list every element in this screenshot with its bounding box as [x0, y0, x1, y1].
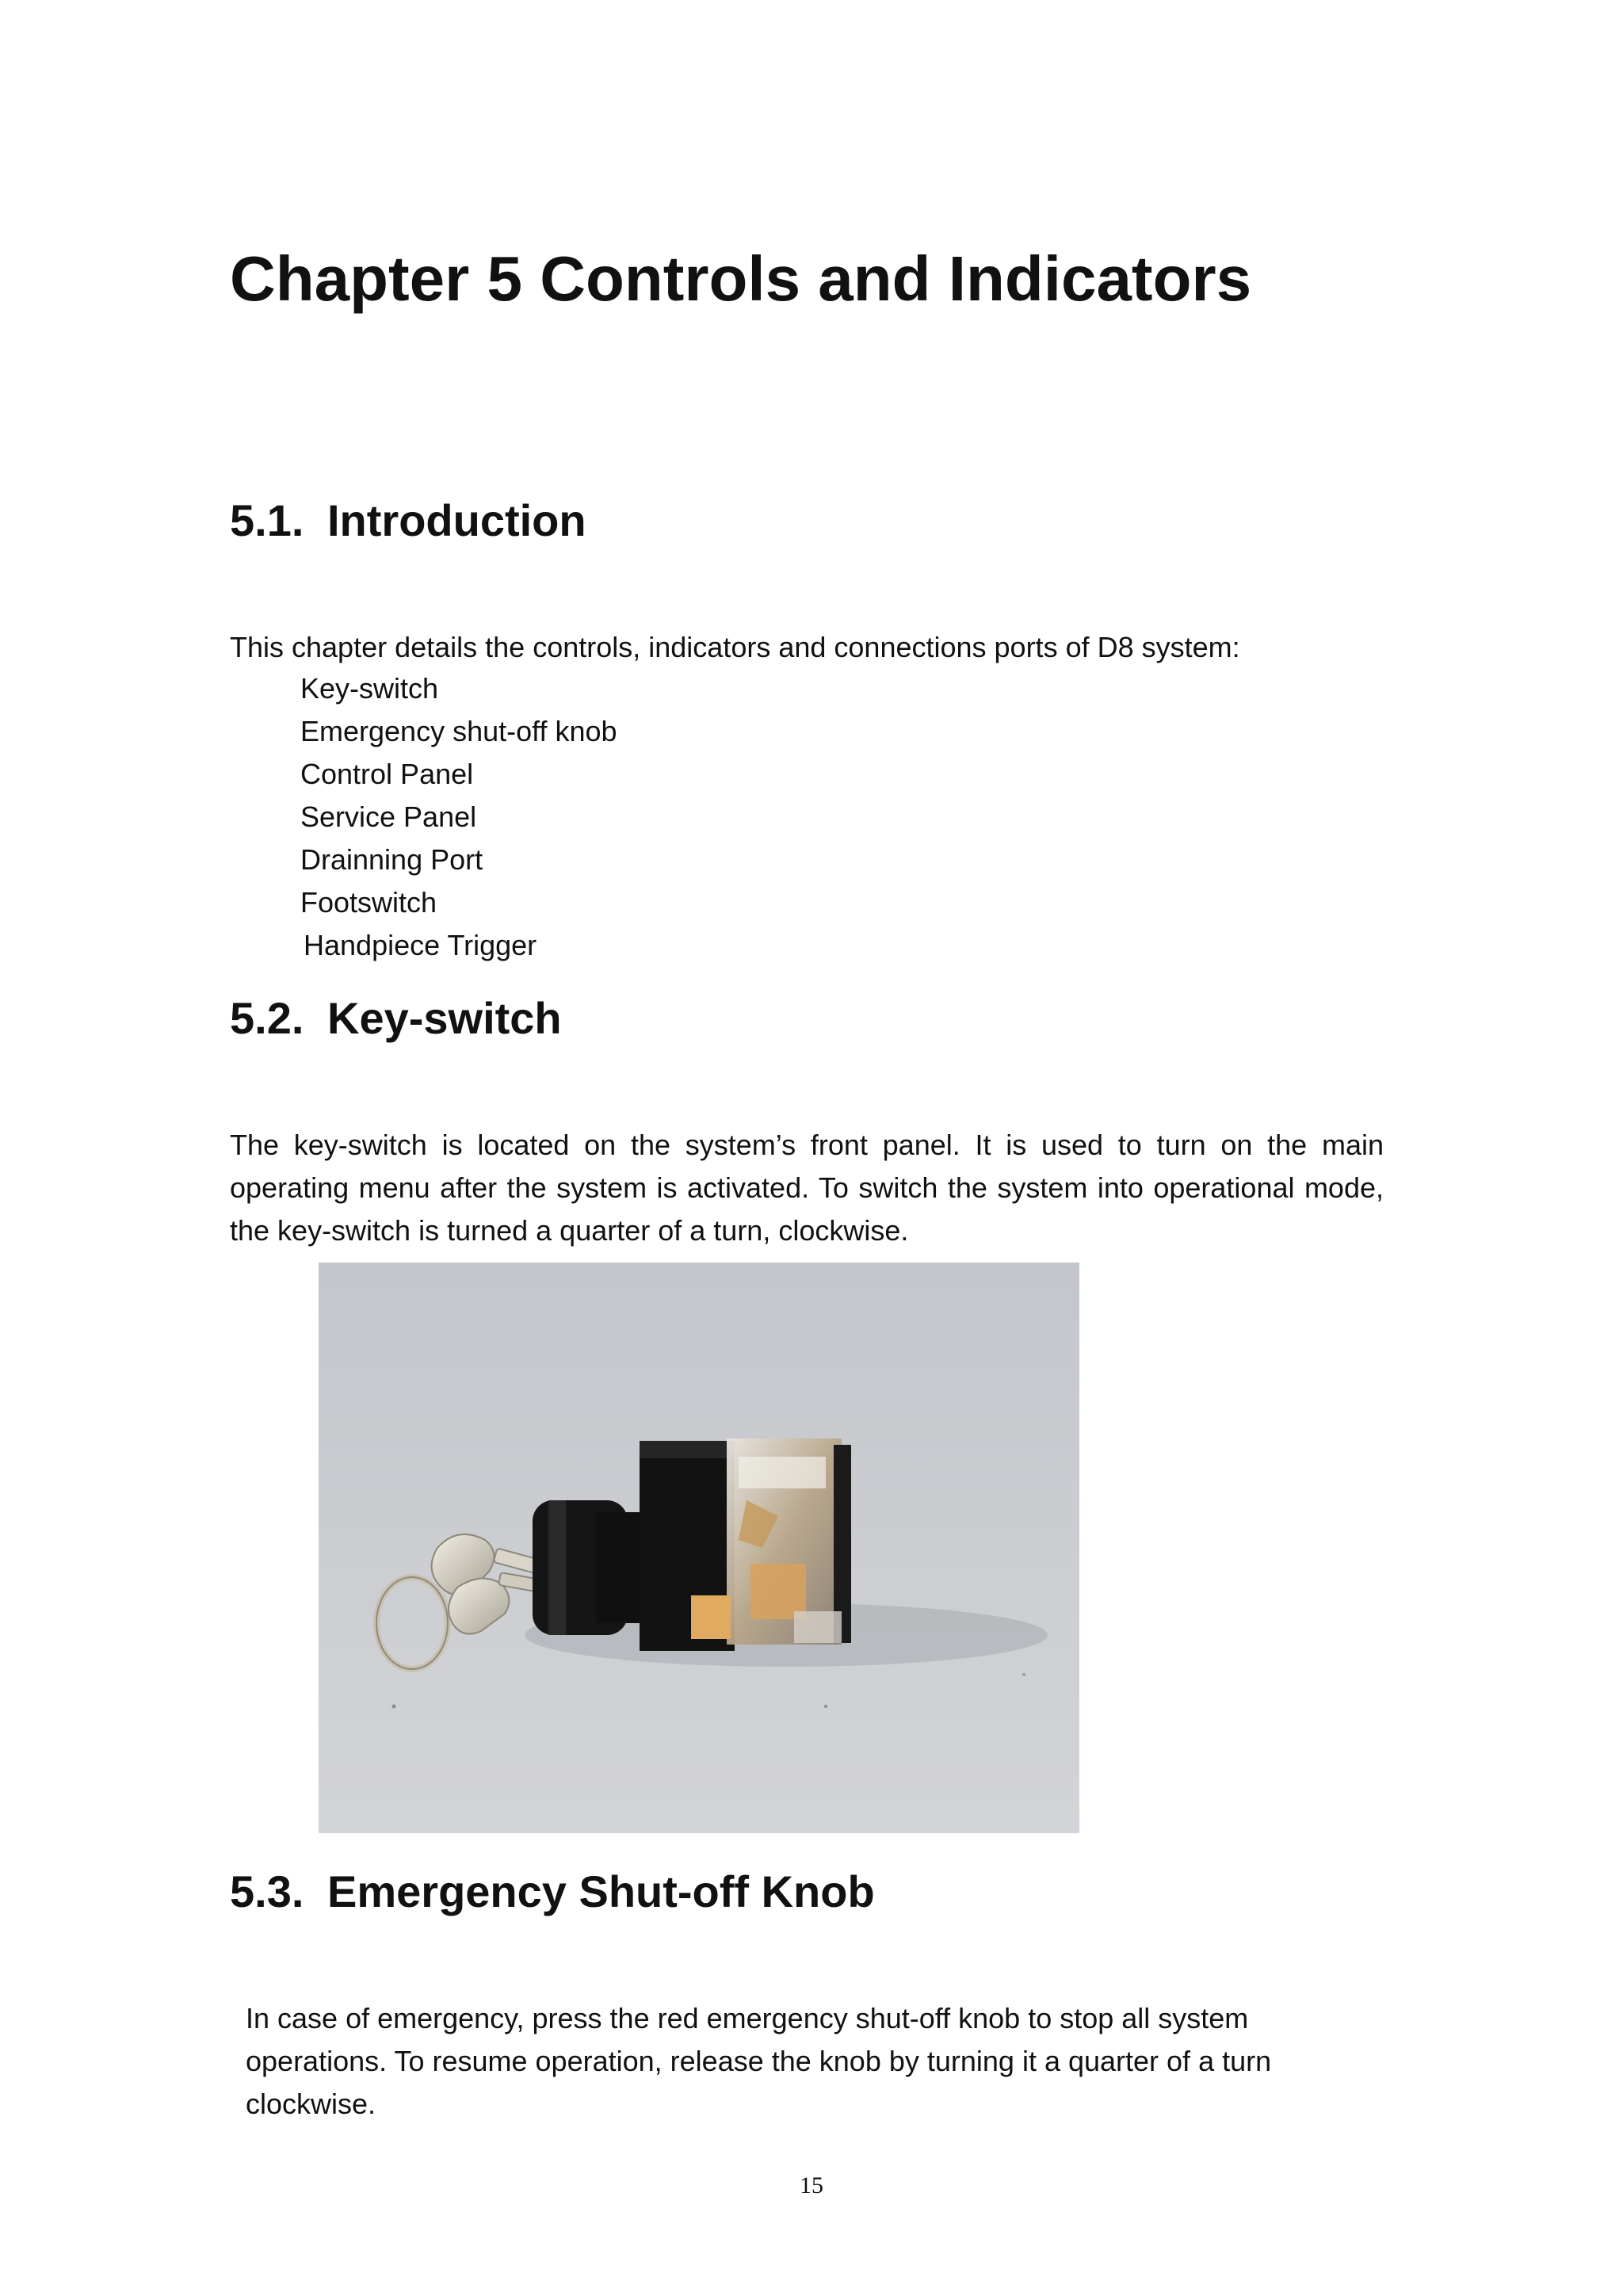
- section-title: Introduction: [327, 495, 586, 545]
- emergency-paragraph: In case of emergency, press the red emergency shut-off knob to stop all system operations. To resume operation, release the knob by turning it a quarter of a turn clockwise.: [246, 2002, 1272, 2120]
- chapter-title: Chapter 5 Controls and Indicators: [230, 243, 1252, 314]
- section-title: Key-switch: [327, 993, 562, 1043]
- section-title: Emergency Shut-off Knob: [327, 1866, 875, 1916]
- list-item: Footswitch: [300, 886, 437, 919]
- page-number: 15: [800, 2172, 823, 2199]
- section-heading-introduction: [230, 496, 586, 545]
- key-switch-photo: [319, 1263, 1079, 1833]
- list-item: Handpiece Trigger: [304, 929, 537, 961]
- section-heading-key-switch: [230, 994, 562, 1043]
- section-number: 5.3.: [230, 1866, 304, 1916]
- intro-paragraph: This chapter details the controls, indicators and connections ports of D8 system:: [230, 631, 1240, 663]
- section-heading-emergency-knob: [230, 1867, 875, 1916]
- list-item: Service Panel: [300, 800, 477, 833]
- key-switch-paragraph: The key-switch is located on the system’s front panel. It is used to turn on the main operating menu after the system is activated. To switch the system into operational mode, the key-switch is turned a quarter of a turn, clockwise.: [230, 1129, 1384, 1247]
- list-item: Key-switch: [300, 672, 439, 705]
- list-item: Emergency shut-off knob: [300, 715, 617, 747]
- section-number: 5.2.: [230, 993, 304, 1043]
- knob-shape: [533, 1500, 643, 1635]
- list-item: Control Panel: [300, 758, 474, 790]
- section-number: 5.1.: [230, 495, 304, 545]
- controls-list: [300, 667, 617, 967]
- list-item: Drainning Port: [300, 843, 483, 876]
